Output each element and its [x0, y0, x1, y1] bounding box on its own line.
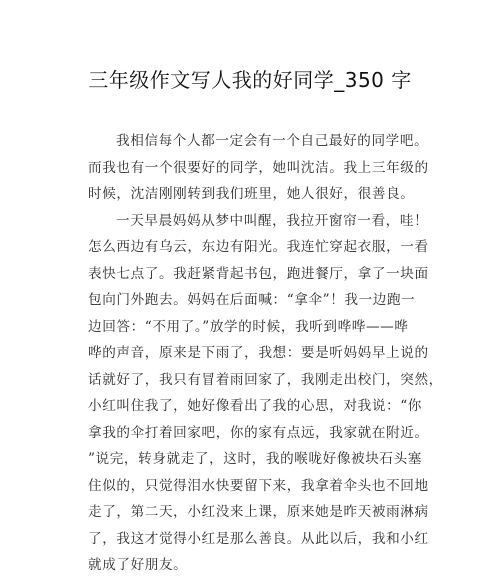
- paragraph-line: 话就好了，我只有冒着雨回家了，我刚走出校门，突然，: [88, 371, 443, 388]
- paragraph-line: 小红叫住我了，她好像看出了我的心思，对我说：“你: [88, 398, 423, 414]
- paragraph-line: 拿我的伞打着回家吧，你的家有点远，我家就在附近。: [88, 424, 429, 441]
- paragraph-line: 而我也有一个很要好的同学，她叫沈洁。我上三年级的: [88, 159, 429, 176]
- paragraph-line: 就成了好朋友。: [88, 557, 188, 573]
- paragraph-line: 我相信每个人都一定会有一个自己最好的同学吧。: [116, 133, 429, 149]
- paragraph-line: 哗的声音，原来是下雨了，我想：要是听妈妈早上说的: [88, 345, 429, 361]
- paragraph-line: 住似的，只觉得泪水快要留下来，我拿着伞头也不回地: [88, 477, 429, 494]
- paragraph-line: 时候，沈洁刚刚转到我们班里，她人很好，很善良。: [88, 186, 415, 202]
- paragraph-line: 怎么西边有乌云，东边有阳光。我连忙穿起衣服，一看: [88, 239, 429, 255]
- paragraph-line: 走了，第二天，小红没来上课，原来她是昨天被雨淋病: [88, 504, 429, 520]
- paragraph-line: 表快七点了。我赶紧背起书包，跑进餐厅，拿了一块面: [88, 265, 429, 282]
- document-body: [88, 128, 443, 579]
- document-title: 三年级作文写人我的好同学_350 字: [88, 68, 412, 92]
- paragraph-line: 包向门外跑去。妈妈在后面喊：“拿伞”！我一边跑一: [88, 292, 416, 308]
- paragraph-line: 一天早晨妈妈从梦中叫醒，我拉开窗帘一看，哇！: [116, 212, 429, 229]
- paragraph-line: 了，我这才觉得小红是那么善良。从此以后，我和小红: [88, 530, 429, 547]
- paragraph-line: 边回答：“不用了。”放学的时候，我听到哗哗——哗: [88, 318, 409, 335]
- paragraph-line: ”说完，转身就走了，这时，我的喉咙好像被块石头塞: [88, 451, 423, 467]
